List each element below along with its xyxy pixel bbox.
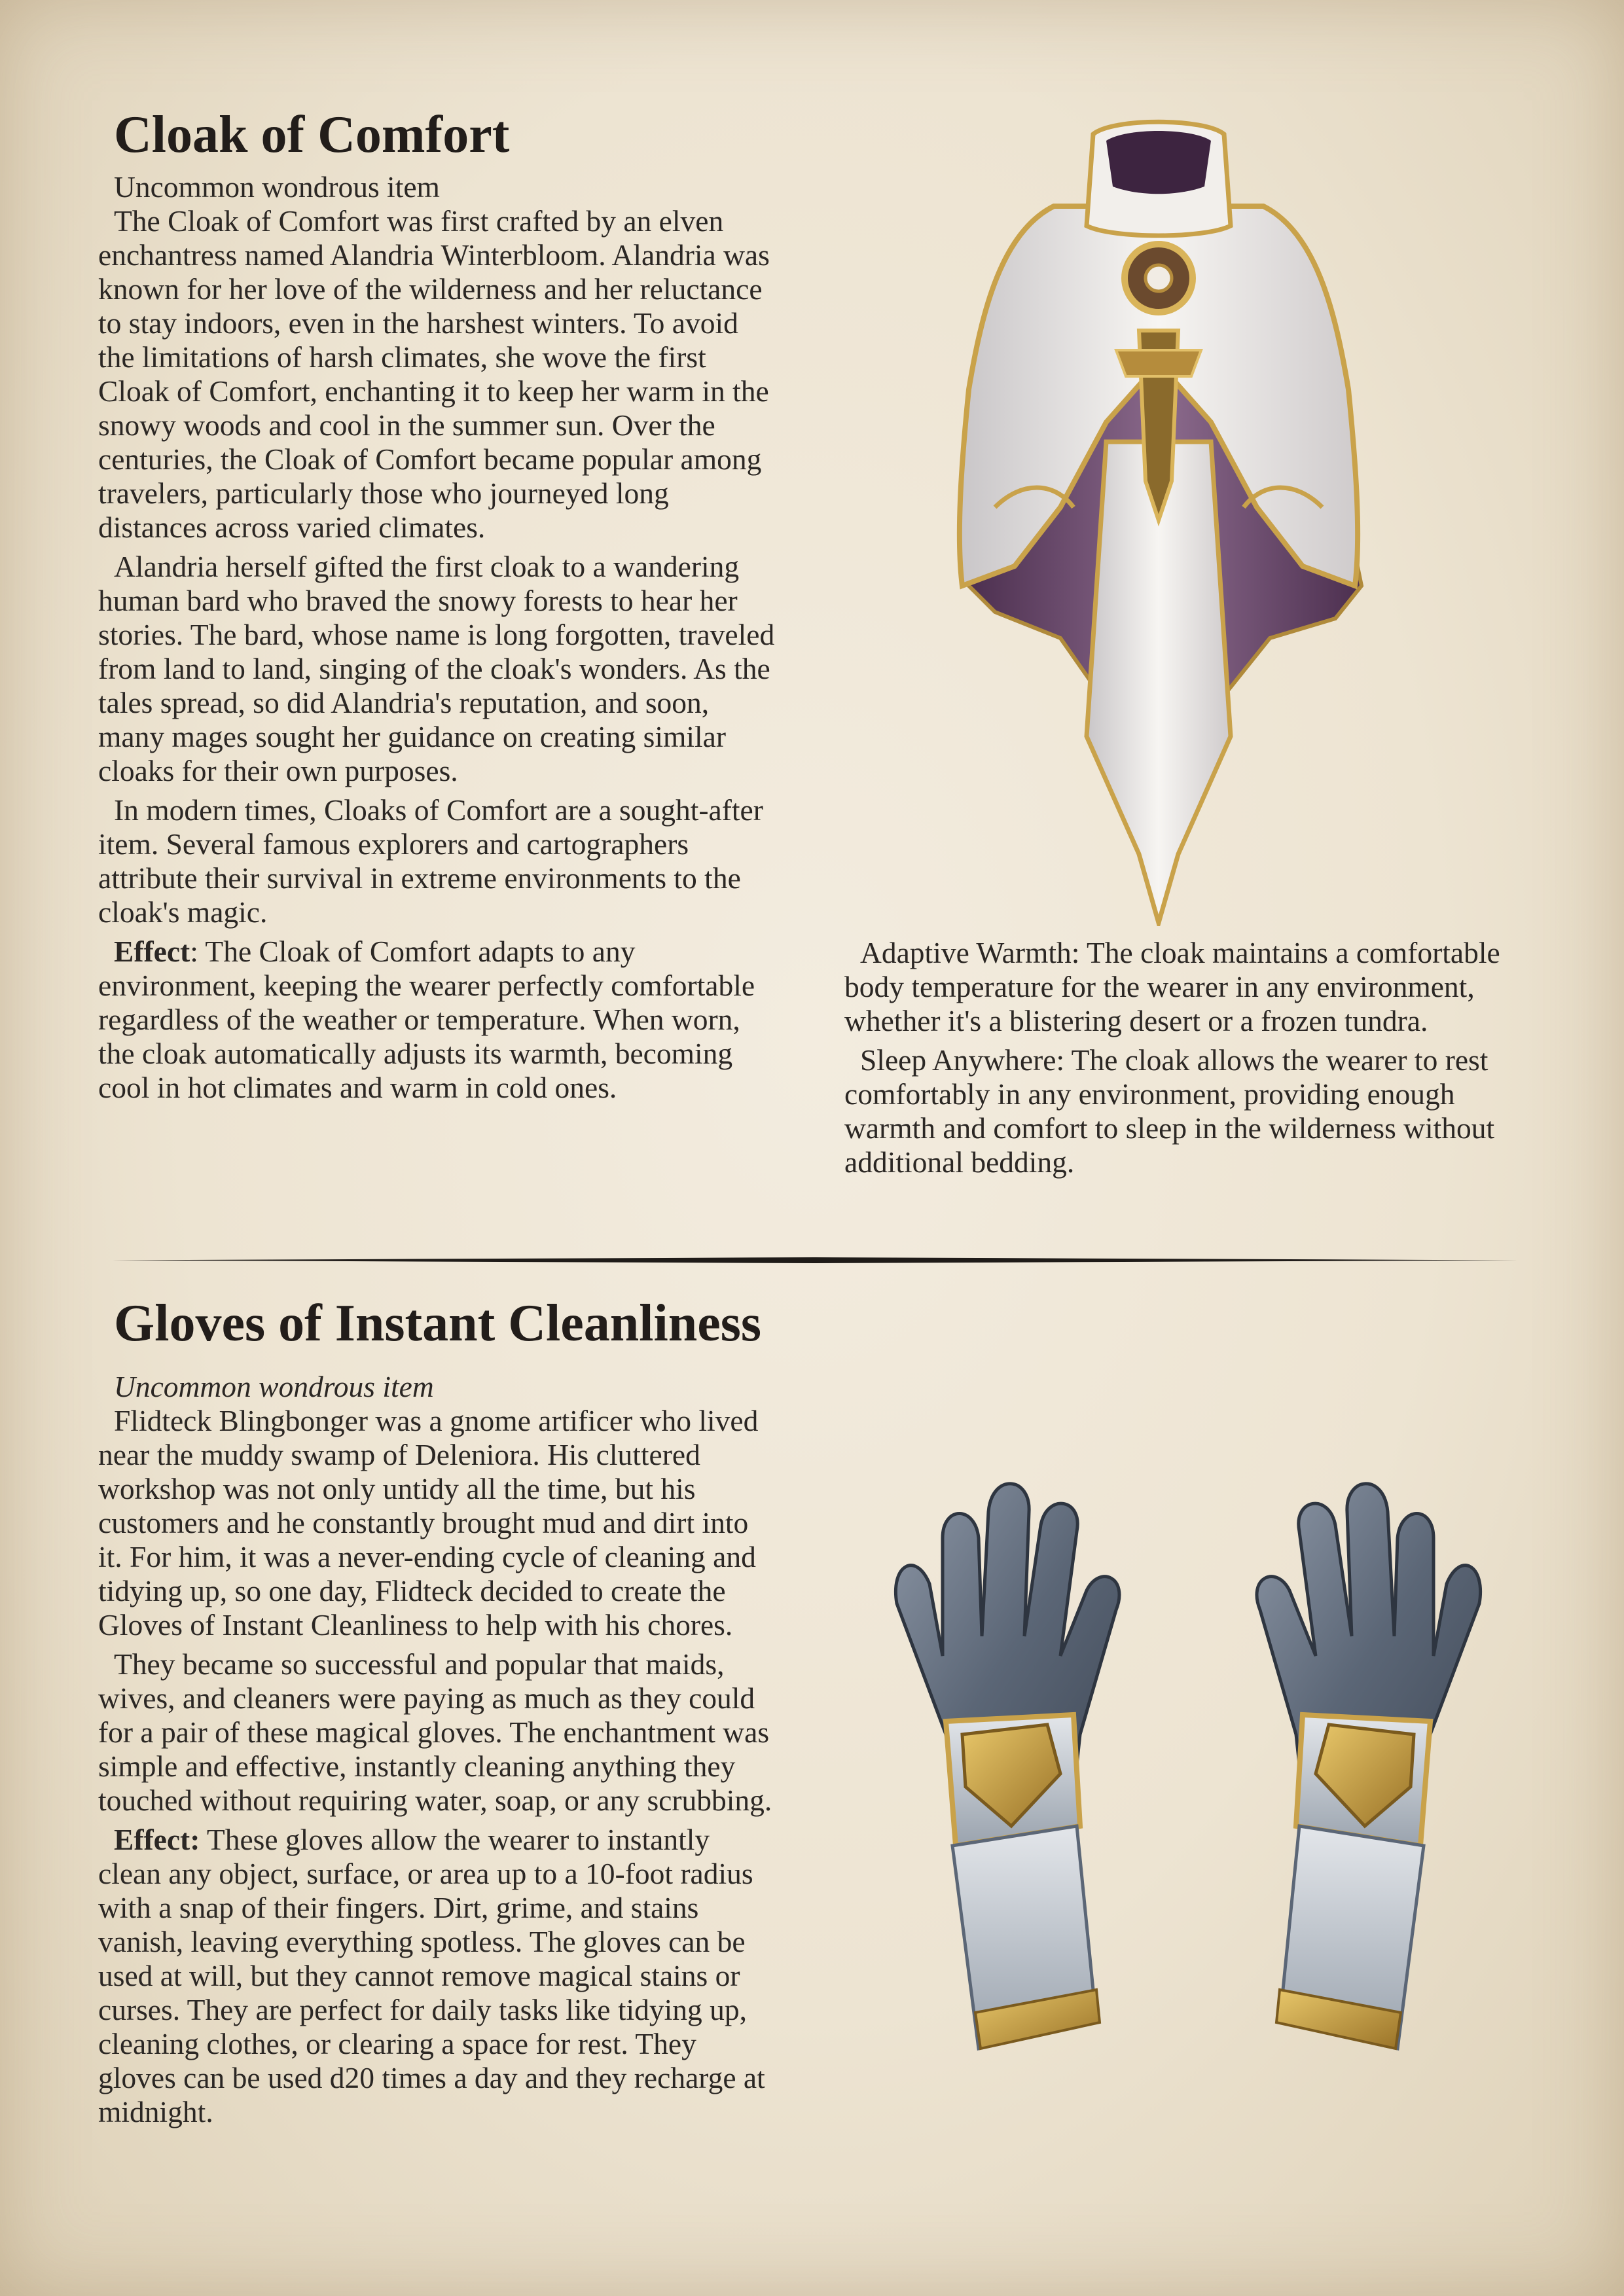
cloak-text-column — [98, 170, 779, 1110]
gloves-paragraph: Flidteck Blingbonger was a gnome artificer who lived near the muddy swamp of Deleniora. His cluttered workshop was not only untidy all the time, but his customers and he constantly brought mud and dirt into it. For him, it was a never-ending cycle of cleaning and tidying up, so one day, Flidteck decided to create the Gloves of Instant Cleanliness to help with his chores. — [98, 1404, 759, 1641]
gloves-effect — [98, 1823, 779, 2129]
cloak-effect — [98, 935, 779, 1105]
gloves-title: Gloves of Instant Cleanliness — [114, 1295, 761, 1352]
cloak-paragraph: Alandria herself gifted the first cloak to a wandering human bard who braved the snowy forests to hear her stories. The bard, whose name is long forgotten, traveled from land to land, singing of the cloak's wonders. As the tales spread, so did Alandria's reputation, and soon, many mages sought her guidance on creating similar cloaks for their own purposes. — [98, 550, 775, 787]
gloves-subtitle: Uncommon wondrous item — [114, 1370, 434, 1403]
cloak-features-column — [844, 936, 1538, 1185]
gloves-effect-label: Effect: — [114, 1823, 200, 1856]
gloves-illustration — [884, 1460, 1492, 2068]
cloak-feature-sleep-anywhere: Sleep Anywhere: The cloak allows the wearer to rest comfortably in any environment, providing enough warmth and comfort to sleep in the wilderness without additional bedding. — [844, 1043, 1495, 1179]
cloak-subtitle: Uncommon wondrous item — [114, 170, 440, 204]
gloves-text-column — [98, 1370, 779, 2134]
gloves-effect-text: These gloves allow the wearer to instantly clean any object, surface, or area up to a 10-foot radius with a snap of their fingers. Dirt, grime, and stains vanish, leaving everything spotless. The gloves can be used at will, but they cannot remove magical stains or curses. They are perfect for daily tasks like tidying up, cleaning clothes, or clearing a space for rest. They gloves can be used d20 times a day and they recharge at midnight. — [98, 1823, 765, 2128]
left-glove — [895, 1484, 1119, 2049]
cloak-illustration — [943, 115, 1375, 926]
cloak-paragraph: The Cloak of Comfort was first crafted by an elven enchantress named Alandria Winterbloom. Alandria was known for her love of the wilderness and her reluctance to stay indoors, even in the harshest winters. To avoid the limitations of harsh climates, she wove the first Cloak of Comfort, enchanting it to keep her warm in the snowy woods and cool in the summer sun. Over the centuries, the Cloak of Comfort became popular among travelers, particularly those who journeyed long distances across varied climates. — [98, 204, 770, 544]
right-glove — [1257, 1484, 1481, 2049]
section-divider — [111, 1257, 1519, 1263]
cloak-feature-adaptive-warmth: Adaptive Warmth: The cloak maintains a comfortable body temperature for the wearer in any environment, whether it's a blistering desert or a frozen tundra. — [844, 936, 1500, 1037]
gloves-paragraph: They became so successful and popular that maids, wives, and cleaners were paying as much as they could for a pair of these magical gloves. The enchantment was simple and effective, instantly cleaning anything they touched without requiring water, soap, or any scrubbing. — [98, 1647, 772, 1817]
cloak-effect-text: : The Cloak of Comfort adapts to any environment, keeping the wearer perfectly comfortable regardless of the weather or temperature. When worn, the cloak automatically adjusts its warmth, becoming cool in hot climates and warm in cold ones. — [98, 935, 755, 1104]
cloak-paragraph: In modern times, Cloaks of Comfort are a sought-after item. Several famous explorers and cartographers attribute their survival in extreme environments to the cloak's magic. — [98, 793, 763, 929]
cloak-effect-label: Effect — [114, 935, 190, 968]
cloak-title: Cloak of Comfort — [114, 106, 510, 164]
